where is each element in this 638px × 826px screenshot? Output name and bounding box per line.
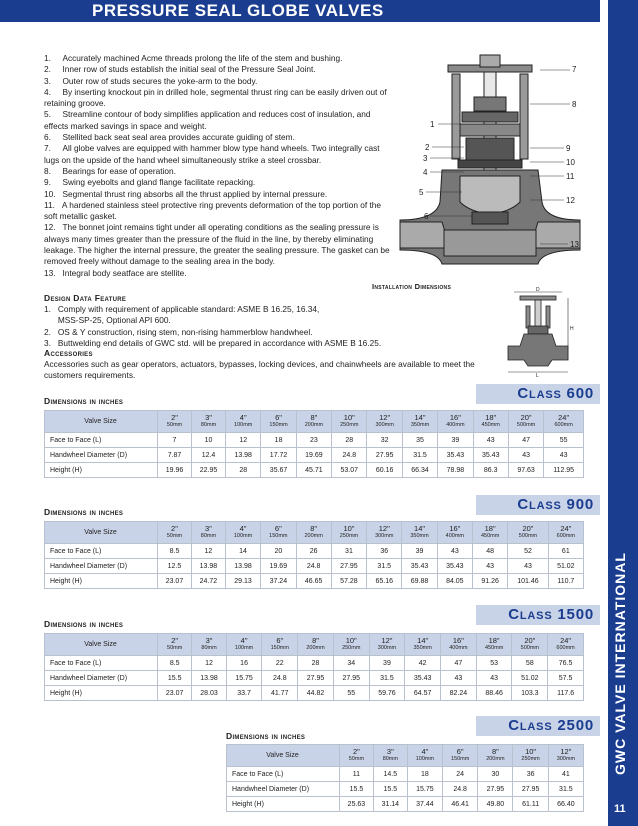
valve-size-header: Valve Size: [45, 634, 158, 656]
feature-item: 6. Stellited back seat seal area provides accurate guiding of stem.: [44, 132, 295, 143]
valve-cross-section-illustration: [380, 52, 590, 284]
table-row: Handwheel Diameter (D) 15.5 13.98 15.75 24.8 27.95 27.95 31.5 35.43 43 43 51.02 57.5: [45, 671, 584, 686]
callout-6: 6: [424, 212, 429, 221]
dimensions-heading-600: Dimensions in inches: [44, 396, 124, 406]
table-row: Height (H) 25.63 31.14 37.44 46.41 49.80 61.11 66.40: [227, 797, 584, 812]
design-item: MSS-SP-25, Optional API 600.: [44, 315, 171, 326]
design-item: 2. OS & Y construction, rising stem, non-rising hammerblow handwheel.: [44, 326, 313, 337]
callout-5: 5: [419, 188, 424, 197]
callout-3: 3: [423, 154, 428, 163]
callout-13: 13: [570, 240, 579, 249]
valve-size-header: Valve Size: [227, 745, 340, 767]
page-title: PRESSURE SEAL GLOBE VALVES: [92, 1, 384, 20]
class-900-badge: Class 900: [476, 495, 600, 515]
callout-11: 11: [566, 172, 575, 181]
dimensions-heading-1500: Dimensions in inches: [44, 619, 124, 629]
design-item: 3. Buttwelding end details of GWC std. will be prepared in accordance with ASME B 16.25.: [44, 337, 382, 348]
accessories-text: Accessories such as gear operators, actuators, bypasses, locking devices, and chainwheels are available to meet the customers requirements.: [44, 359, 475, 380]
installation-dimensions-diagram: [496, 286, 586, 378]
installation-dimensions-label: Installation Dimensions: [372, 282, 452, 291]
table-row: Handwheel Diameter (D) 15.5 15.5 15.75 24.8 27.95 27.95 31.5: [227, 782, 584, 797]
feature-item: 8. Bearings for ease of operation.: [44, 165, 176, 176]
table-row: Handwheel Diameter (D) 12.5 13.98 13.98 19.69 24.8 27.95 31.5 35.43 35.43 43 43 51.02: [45, 559, 584, 574]
feature-item: 11. A hardened stainless steel protective ring prevents deformation of the top portion of the soft metallic gasket.: [44, 199, 381, 222]
accessories-heading: Accessories: [44, 348, 93, 358]
feature-item: 4. By inserting knockout pin in drilled hole, segmental thrust ring can be easily driven out of retaining groove.: [44, 86, 387, 109]
brand-name: GWC VALVE INTERNATIONAL: [612, 552, 628, 775]
class-900-table: [44, 521, 584, 589]
page-number: 11: [614, 803, 626, 815]
callout-8: 8: [572, 100, 577, 109]
table-row: Height (H) 19.96 22.95 28 35.67 45.71 53.07 60.16 66.34 78.98 86.3 97.63 112.95: [45, 463, 584, 478]
feature-item: 7. All globe valves are equipped with hammer blow type hand wheels. Two integrally cast lugs on the upside of the hand wheel simultaneously strike a steel crossbar.: [44, 143, 380, 165]
feature-list: [44, 53, 394, 279]
callout-12: 12: [566, 196, 575, 205]
dimensions-heading-2500: Dimensions in inches: [226, 731, 306, 741]
feature-item: 10. Segmental thrust ring absorbs all the thrust applied by internal pressure.: [44, 188, 328, 199]
dimension-d-label: D: [536, 287, 540, 293]
dimensions-heading-900: Dimensions in inches: [44, 507, 124, 517]
table-header-row: Valve Size 2" 50mm 3" 80mm 4" 100mm 6" 150mm 8" 200mm 10" 250mm 12" 300mm 14" 350mm 16" 400mm 18" 450mm 20" 500mm 24" 600mm: [45, 522, 584, 544]
callout-10: 10: [566, 158, 575, 167]
table-row: Handwheel Diameter (D) 7.87 12.4 13.98 17.72 19.69 24.8 27.95 31.5 35.43 35.43 43 43: [45, 448, 584, 463]
table-row: Height (H) 23.07 28.03 33.7 41.77 44.82 55 59.76 64.57 82.24 88.46 103.3 117.6: [45, 686, 584, 701]
feature-item: 5. Streamline contour of body simplifies application and reduces cost of insulation, and effects marked savings in space and weight.: [44, 109, 371, 131]
table-row: Height (H) 23.07 24.72 29.13 37.24 46.65 57.28 65.16 69.88 84.05 91.26 101.46 110.7: [45, 574, 584, 589]
design-item: 1. Comply with requirement of applicable standard: ASME B 16.25, 16.34,: [44, 304, 320, 314]
table-row: Face to Face (L) 11 14.5 18 24 30 36 41: [227, 767, 584, 782]
callout-2: 2: [425, 143, 430, 152]
class-600-badge: Class 600: [476, 384, 600, 404]
feature-item: 3. Outer row of studs secures the yoke-arm to the body.: [44, 75, 258, 86]
feature-item: 2. Inner row of studs establish the initial seal of the Pressure Seal Joint.: [44, 64, 316, 75]
table-header-row: Valve Size 2" 50mm 3" 80mm 4" 100mm 6" 150mm 8" 200mm 10" 250mm 12" 300mm: [227, 745, 584, 767]
design-data-heading: Design Data Feature: [44, 293, 127, 303]
class-600-table: [44, 410, 584, 478]
feature-item: 9. Swing eyebolts and gland flange facilitate repacking.: [44, 177, 256, 188]
feature-item: 1. Accurately machined Acme threads prolong the life of the stem and bushing.: [44, 53, 343, 63]
dimension-l-label: L: [536, 373, 539, 378]
table-row: Face to Face (L) 8.5 12 16 22 28 34 39 42 47 53 58 76.5: [45, 656, 584, 671]
feature-item: 13. Integral body seatface are stellite.: [44, 267, 187, 278]
class-2500-table: [226, 744, 584, 812]
class-1500-table: [44, 633, 584, 701]
class-2500-badge: Class 2500: [476, 716, 600, 736]
callout-1: 1: [430, 120, 435, 129]
callout-7: 7: [572, 65, 577, 74]
table-row: Face to Face (L) 7 10 12 18 23 28 32 35 39 43 47 55: [45, 433, 584, 448]
callout-4: 4: [423, 168, 428, 177]
valve-size-header: Valve Size: [45, 411, 158, 433]
dimension-h-label: H: [570, 326, 574, 332]
table-row: Face to Face (L) 8.5 12 14 20 26 31 36 39 43 48 52 61: [45, 544, 584, 559]
table-header-row: Valve Size 2" 50mm 3" 80mm 4" 100mm 6" 150mm 8" 200mm 10" 250mm 12" 300mm 14" 350mm 16" 400mm 18" 450mm 20" 500mm 24" 600mm: [45, 634, 584, 656]
callout-9: 9: [566, 144, 571, 153]
valve-size-header: Valve Size: [45, 522, 158, 544]
feature-item: 12. The bonnet joint remains tight under all operating conditions as the sealing pressure is always many times greater than the pressure of the fluid in the line, by thereby eliminating leakage. The higher the internal pressure, the greater the sealing pressure. The gasket can be removed freely without damage to the sealing area in the body.: [44, 222, 390, 267]
table-header-row: Valve Size 2" 50mm 3" 80mm 4" 100mm 6" 150mm 8" 200mm 10" 250mm 12" 300mm 14" 350mm 16" 400mm 18" 450mm 20" 500mm 24" 600mm: [45, 411, 584, 433]
class-1500-badge: Class 1500: [476, 605, 600, 625]
design-data-list: [44, 304, 464, 349]
